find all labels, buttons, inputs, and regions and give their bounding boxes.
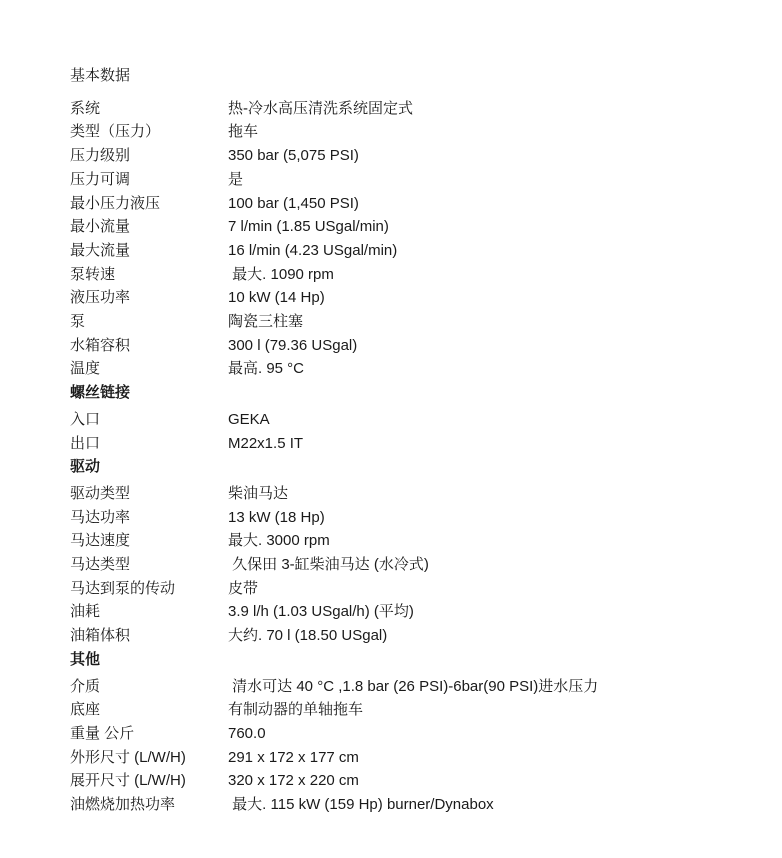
spec-label: 介质: [70, 677, 101, 695]
spec-label: 出口: [70, 434, 101, 452]
spec-label: 外形尺寸 (L/W/H): [70, 748, 186, 766]
spec-label: 马达速度: [70, 532, 131, 550]
spec-row-hydraulic-power: [70, 286, 754, 310]
spec-label: 马达类型: [70, 556, 131, 574]
spec-value: 7 l/min (1.85 USgal/min): [228, 218, 389, 236]
spec-row-unfolded-dimensions: [70, 769, 754, 793]
spec-row-fuel-consumption: [70, 600, 754, 624]
spec-label: 油箱体积: [70, 627, 131, 645]
spec-row-min-flow: [70, 215, 754, 239]
spec-value: 13 kW (18 Hp): [228, 508, 325, 526]
spec-value: 大约. 70 l (18.50 USgal): [228, 627, 388, 645]
spec-value: 热-冷水高压清洗系统固定式: [228, 99, 413, 117]
spec-label: 马达到泵的传动: [70, 579, 176, 597]
spec-label: 温度: [70, 360, 101, 378]
spec-row-inlet: [70, 408, 754, 432]
spec-label: 泵转速: [70, 265, 116, 283]
spec-value: 16 l/min (4.23 USgal/min): [228, 241, 398, 259]
spec-value: 300 l (79.36 USgal): [228, 336, 358, 354]
section-drive: [70, 455, 754, 648]
spec-label: 最小流量: [70, 218, 131, 236]
spec-value: 有制动器的单轴拖车: [228, 701, 364, 719]
spec-label: 油耗: [70, 603, 101, 621]
spec-value: 100 bar (1,450 PSI): [228, 194, 359, 212]
section-basic-data: [70, 64, 754, 381]
spec-row-pump: [70, 310, 754, 334]
spec-row-burner-power: [70, 793, 754, 817]
spec-row-outlet: [70, 432, 754, 456]
spec-row-drive-type: [70, 482, 754, 506]
spec-value: 3.9 l/h (1.03 USgal/h) (平均): [228, 603, 414, 621]
spec-value: M22x1.5 IT: [228, 434, 304, 452]
section-title-screw-connections: 螺丝链接: [70, 384, 131, 402]
spec-row-motor-power: [70, 506, 754, 530]
spec-value: 291 x 172 x 177 cm: [228, 748, 359, 766]
spec-row-weight-kg: [70, 722, 754, 746]
spec-value: 最大. 115 kW (159 Hp) burner/Dynabox: [228, 796, 494, 814]
spec-value: 柴油马达: [228, 484, 289, 502]
spec-value: 拖车: [228, 123, 259, 141]
spec-row-fuel-tank-volume: [70, 624, 754, 648]
spec-label: 类型（压力）: [70, 123, 161, 141]
section-title-other: 其他: [70, 650, 101, 668]
spec-label: 底座: [70, 701, 101, 719]
spec-value: 350 bar (5,075 PSI): [228, 147, 359, 165]
spec-value: 320 x 172 x 220 cm: [228, 772, 359, 790]
spec-row-min-pressure: [70, 192, 754, 216]
spec-value: 10 kW (14 Hp): [228, 289, 325, 307]
spec-label: 展开尺寸 (L/W/H): [70, 772, 186, 790]
spec-label: 压力级别: [70, 147, 131, 165]
spec-value: 清水可达 40 °C ,1.8 bar (26 PSI)-6bar(90 PSI)进水压力: [228, 677, 599, 695]
spec-row-pressure-adjustable: [70, 168, 754, 192]
section-screw-connections: [70, 381, 754, 455]
spec-value: 最高. 95 °C: [228, 360, 305, 378]
spec-label: 液压功率: [70, 289, 131, 307]
spec-row-system: [70, 97, 754, 121]
spec-row-pump-speed: [70, 263, 754, 287]
spec-label: 系统: [70, 99, 101, 117]
spec-label: 压力可调: [70, 170, 131, 188]
spec-row-type-pressure: [70, 120, 754, 144]
section-title-drive: 驱动: [70, 458, 101, 476]
spec-row-max-flow: [70, 239, 754, 263]
spec-row-tank-volume: [70, 334, 754, 358]
spec-label: 最大流量: [70, 241, 131, 259]
spec-row-chassis: [70, 698, 754, 722]
spec-value: GEKA: [228, 410, 270, 428]
spec-value: 皮带: [228, 579, 259, 597]
spec-label: 马达功率: [70, 508, 131, 526]
spec-row-dimensions: [70, 746, 754, 770]
spec-value: 陶瓷三柱塞: [228, 313, 304, 331]
section-title-basic-data: 基本数据: [70, 67, 131, 84]
spec-row-temperature: [70, 357, 754, 381]
spec-row-pressure-class: [70, 144, 754, 168]
spec-value: 最大. 3000 rpm: [228, 532, 330, 550]
spec-label: 最小压力液压: [70, 194, 161, 212]
spec-row-motor-speed: [70, 529, 754, 553]
section-other: [70, 648, 754, 817]
spec-value: 久保田 3-缸柴油马达 (水冷式): [228, 556, 429, 574]
spec-row-medium: [70, 675, 754, 699]
spec-label: 入口: [70, 410, 101, 428]
spec-label: 泵: [70, 313, 86, 331]
spec-label: 驱动类型: [70, 484, 131, 502]
spec-row-motor-type: [70, 553, 754, 577]
spec-label: 水箱容积: [70, 336, 131, 354]
spec-value: 760.0: [228, 724, 266, 742]
spec-value: 最大. 1090 rpm: [228, 265, 334, 283]
spec-label: 重量 公斤: [70, 724, 135, 742]
spec-row-motor-to-pump-drive: [70, 577, 754, 601]
spec-value: 是: [228, 170, 244, 188]
spec-label: 油燃烧加热功率: [70, 796, 176, 814]
